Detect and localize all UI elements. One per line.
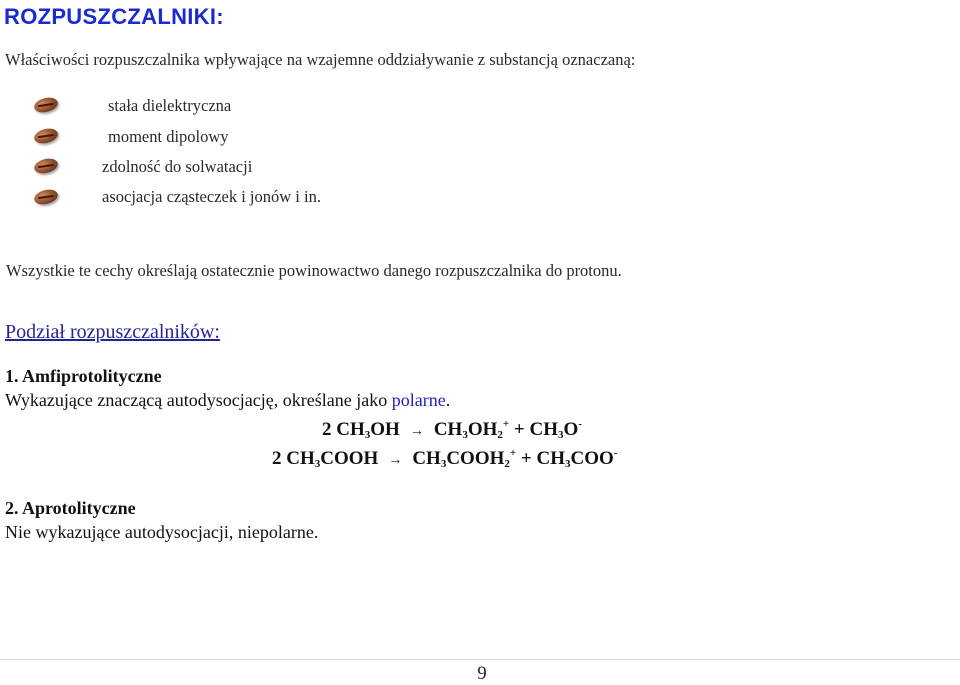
type2-heading: 2. Aprotolityczne — [5, 498, 136, 518]
type2-description: Nie wykazujące autodysocjacji, niepolarne. — [5, 522, 319, 542]
coffee-bean-bullet-icon — [33, 187, 60, 206]
coffee-bean-bullet-icon — [33, 126, 60, 145]
type1-heading: 1. Amfiprotolityczne — [5, 366, 162, 386]
type1-desc-suffix: . — [445, 390, 451, 410]
page-title: ROZPUSZCZALNIKI: — [4, 4, 224, 29]
summary-text: Wszystkie te cechy określają ostatecznie powinowactwo danego rozpuszczalnika do protonu. — [6, 261, 622, 280]
coffee-bean-bullet-icon — [33, 95, 60, 114]
page-number: 9 — [477, 663, 487, 684]
polar-highlight: polarne — [391, 390, 446, 410]
coffee-bean-bullet-icon — [33, 156, 60, 175]
list-item: stała dielektryczna — [108, 96, 232, 115]
list-item: zdolność do solwatacji — [102, 157, 253, 176]
intro-text: Właściwości rozpuszczalnika wpływające na wzajemne oddziaływanie z substancją oznaczaną: — [5, 50, 636, 69]
list-item: moment dipolowy — [108, 127, 229, 146]
equation-methanol: 2 $CH_3OH \to CH_3OH_2^+ + CH_3O^-$ — [322, 418, 582, 441]
arrow-icon: → — [388, 453, 403, 468]
type1-description — [5, 390, 450, 411]
list-item: asocjacja cząsteczek i jonów i in. — [102, 187, 321, 206]
arrow-icon: → — [409, 424, 424, 439]
equation-acetic-acid: 2 $CH_3COOH$ → $CH_3COOH_2^+ + CH_3COO^-$ — [272, 447, 618, 470]
section-title: Podział rozpuszczalników: — [5, 321, 220, 343]
type1-desc-prefix: Wykazujące znaczącą autodysocjację, określane jako — [5, 390, 392, 410]
footer-divider — [0, 659, 960, 660]
